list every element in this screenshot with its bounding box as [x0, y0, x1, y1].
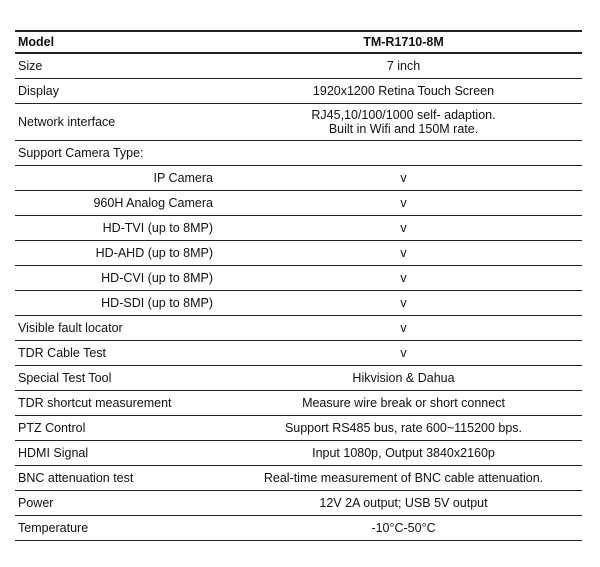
row-value: v: [400, 221, 407, 235]
table-row: [15, 104, 582, 141]
row-value: Input 1080p, Output 3840x2160p: [312, 446, 495, 460]
row-value: 7 inch: [386, 59, 421, 73]
row-sublabel: IP Camera: [153, 171, 213, 185]
table-row: [15, 266, 582, 291]
row-value: v: [400, 346, 407, 360]
row-value: [225, 104, 582, 141]
table-row: [15, 191, 582, 216]
row-label: Visible fault locator: [18, 321, 123, 335]
row-value: v: [400, 196, 407, 210]
header-model-value: TM-R1710-8M: [363, 35, 444, 49]
table-row: [15, 391, 582, 416]
row-value-line: Built in Wifi and 150M rate.: [328, 122, 479, 136]
table-row: [15, 416, 582, 441]
row-value: v: [400, 171, 407, 185]
table-row: [15, 53, 582, 79]
row-value: Support RS485 bus, rate 600~115200 bps.: [284, 421, 523, 435]
row-value: Hikvision & Dahua: [352, 371, 455, 385]
row-label: TDR shortcut measurement: [18, 396, 172, 410]
row-sublabel: HD-TVI (up to 8MP): [102, 221, 213, 235]
table-row: [15, 216, 582, 241]
row-label: Power: [18, 496, 54, 510]
table-row: [15, 516, 582, 541]
row-value: v: [400, 321, 407, 335]
row-sublabel: HD-AHD (up to 8MP): [95, 246, 213, 260]
row-label: Temperature: [18, 521, 89, 535]
row-label: Special Test Tool: [18, 371, 112, 385]
row-sublabel: HD-SDI (up to 8MP): [101, 296, 213, 310]
row-label: BNC attenuation test: [18, 471, 134, 485]
row-value-line: RJ45,10/100/1000 self- adaption.: [311, 108, 496, 122]
row-sublabel: HD-CVI (up to 8MP): [101, 271, 213, 285]
table-row: [15, 341, 582, 366]
row-value: 1920x1200 Retina Touch Screen: [312, 84, 495, 98]
table-row: [15, 79, 582, 104]
row-value: -10°C-50°C: [371, 521, 436, 535]
table-row: [15, 316, 582, 341]
row-value: Measure wire break or short connect: [302, 396, 505, 410]
row-value: v: [400, 271, 407, 285]
row-value: [225, 141, 582, 166]
table-row: [15, 441, 582, 466]
row-value: v: [400, 246, 407, 260]
table-row: [15, 241, 582, 266]
table-row: [15, 166, 582, 191]
spec-sheet: [15, 30, 582, 541]
row-label: HDMI Signal: [18, 446, 89, 460]
spec-table: [15, 30, 582, 541]
table-row: [15, 291, 582, 316]
row-sublabel: 960H Analog Camera: [93, 196, 213, 210]
table-row: [15, 466, 582, 491]
header-label: Model: [18, 35, 55, 49]
row-label: Display: [18, 84, 59, 98]
table-row: [15, 366, 582, 391]
table-row: [15, 141, 582, 166]
row-label: Support Camera Type:: [18, 146, 144, 160]
row-label: Size: [18, 59, 43, 73]
row-value: Real-time measurement of BNC cable attenuation.: [263, 471, 544, 485]
row-label: PTZ Control: [18, 421, 86, 435]
table-header-row: [15, 31, 582, 53]
row-label: Network interface: [18, 115, 116, 129]
row-value: 12V 2A output; USB 5V output: [319, 496, 488, 510]
row-value: v: [400, 296, 407, 310]
table-row: [15, 491, 582, 516]
row-label: TDR Cable Test: [18, 346, 106, 360]
